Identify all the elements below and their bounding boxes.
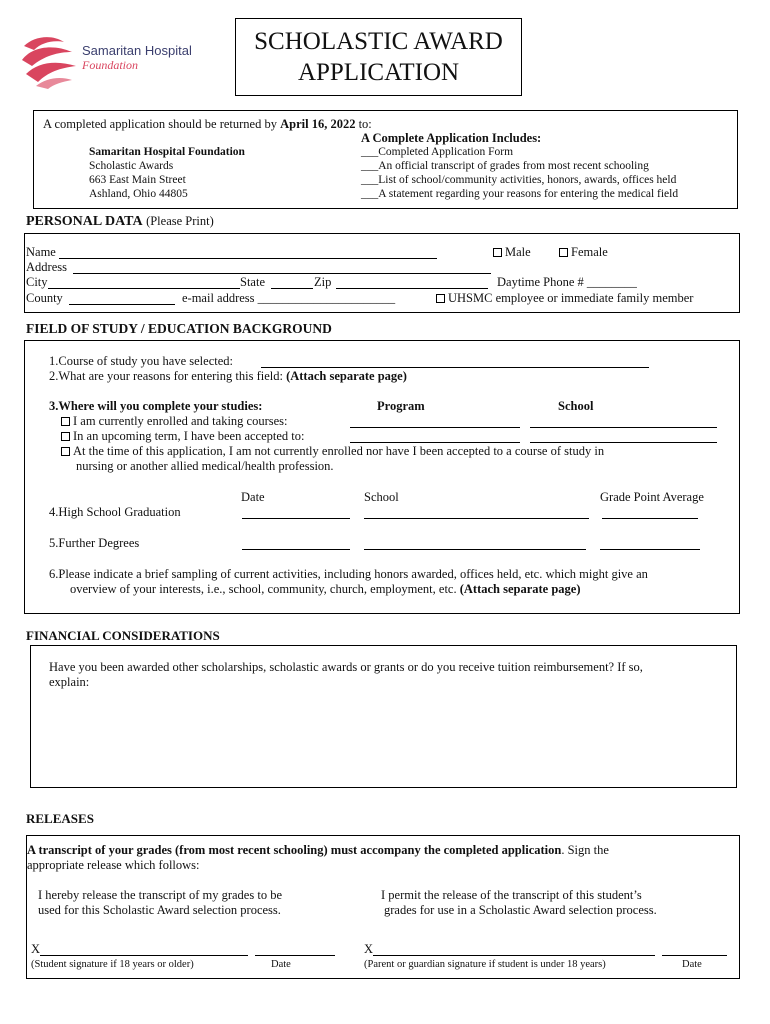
county-field[interactable] [69, 304, 175, 305]
intro-text: A completed application should be returned by April 16, 2022 to: [43, 117, 372, 131]
hs-gpa-field[interactable] [602, 518, 698, 519]
program-column-header: Program [377, 399, 425, 413]
includes-item-1: ___Completed Application Form [361, 146, 514, 158]
parent-release-line2: grades for use in a Scholastic Award selection process. [384, 903, 657, 917]
address-line-1: Samaritan Hospital Foundation [89, 146, 245, 158]
study-heading: FIELD OF STUDY / EDUCATION BACKGROUND [26, 321, 332, 336]
includes-item-3: ___List of school/community activities, honors, awards, offices held [361, 174, 677, 186]
financial-question-line1: Have you been awarded other scholarships, scholastic awards or grants or do you receive tuition reimbursement? If so, [49, 660, 643, 674]
hs-school-field[interactable] [364, 518, 589, 519]
student-date-field[interactable] [255, 955, 335, 956]
enrolled-school-field[interactable] [530, 427, 717, 428]
hs-date-field[interactable] [242, 518, 350, 519]
financial-heading: FINANCIAL CONSIDERATIONS [26, 628, 220, 643]
enrolled-program-field[interactable] [350, 427, 520, 428]
city-field[interactable] [48, 288, 240, 289]
address-line-4: Ashland, Ohio 44805 [89, 188, 188, 200]
parent-date-field[interactable] [662, 955, 727, 956]
accepted-checkbox[interactable] [61, 432, 70, 441]
q6-line2: overview of your interests, i.e., school, community, church, employment, etc. (Attach separate page) [70, 582, 581, 596]
male-checkbox[interactable] [493, 248, 502, 257]
email-label: e-mail address ______________________ [182, 291, 396, 305]
school-column-header-2: School [364, 490, 399, 504]
state-field[interactable] [271, 288, 313, 289]
releases-intro-line1: A transcript of your grades (from most recent schooling) must accompany the completed application. Sign the [27, 843, 609, 857]
zip-label: Zip [314, 275, 332, 289]
student-signature-label: (Student signature if 18 years or older) [31, 959, 194, 970]
address-line-2: Scholastic Awards [89, 160, 174, 172]
gpa-column-header: Grade Point Average [600, 490, 704, 504]
address-field[interactable] [73, 273, 491, 274]
parent-signature-x: X [364, 942, 374, 956]
degree-gpa-field[interactable] [600, 549, 700, 550]
uhsmc-option[interactable]: UHSMC employee or immediate family member [436, 292, 693, 305]
releases-intro-line2: appropriate release which follows: [27, 858, 200, 872]
q5-label: 5.Further Degrees [49, 536, 140, 550]
accepted-school-field[interactable] [530, 442, 717, 443]
accepted-program-field[interactable] [350, 442, 520, 443]
phone-field[interactable]: ________ [586, 275, 637, 289]
financial-question-line2: explain: [49, 675, 90, 689]
student-signature-x: X [31, 942, 41, 956]
title-line2: APPLICATION [297, 59, 460, 86]
includes-item-4: ___A statement regarding your reasons for entering the medical field [361, 188, 679, 200]
logo-line1: Samaritan Hospital [82, 43, 192, 58]
enrolled-checkbox[interactable] [61, 417, 70, 426]
county-label: County [26, 291, 63, 305]
deadline: April 16, 2022 [280, 117, 356, 131]
phone-label: Daytime Phone # ________ [497, 275, 637, 289]
student-release-line2: used for this Scholastic Award selection process. [38, 903, 281, 917]
email-field[interactable]: ______________________ [257, 291, 396, 305]
student-release-line1: I hereby release the transcript of my grades to be [38, 888, 282, 902]
student-signature-field[interactable] [40, 955, 248, 956]
state-label: State [240, 275, 265, 289]
male-option[interactable]: Male [493, 246, 531, 259]
uhsmc-checkbox[interactable] [436, 294, 445, 303]
ribbon-logo-icon [20, 32, 80, 90]
female-option[interactable]: Female [559, 246, 608, 259]
includes-item-2: ___An official transcript of grades from most recent schooling [361, 160, 649, 172]
female-checkbox[interactable] [559, 248, 568, 257]
not-enrolled-option[interactable]: At the time of this application, I am not currently enrolled nor have I been accepted to a course of study in [61, 445, 604, 458]
intro-box [33, 110, 738, 209]
parent-release-line1: I permit the release of the transcript of this student’s [381, 888, 642, 902]
name-field[interactable] [59, 258, 437, 259]
accepted-option[interactable]: In an upcoming term, I have been accepted to: [61, 430, 305, 443]
degree-date-field[interactable] [242, 549, 350, 550]
date-column-header: Date [241, 490, 265, 504]
includes-title: A Complete Application Includes: [361, 131, 542, 145]
city-label: City [26, 275, 48, 289]
study-box [24, 340, 740, 614]
q6-line1: 6.Please indicate a brief sampling of current activities, including honors awarded, offices held, etc. which might give an [49, 567, 648, 581]
enrolled-option[interactable]: I am currently enrolled and taking courses: [61, 415, 288, 428]
address-label: Address [26, 260, 67, 274]
title-line1: SCHOLASTIC AWARD [254, 28, 503, 55]
q2-label: 2.What are your reasons for entering this field: (Attach separate page) [49, 369, 407, 383]
parent-signature-field[interactable] [373, 955, 655, 956]
degree-school-field[interactable] [364, 549, 586, 550]
q1-label: 1.Course of study you have selected: [49, 354, 233, 368]
foundation-logo [20, 32, 220, 90]
personal-data-box [24, 233, 740, 313]
title-box [235, 18, 522, 96]
zip-field[interactable] [336, 288, 488, 289]
logo-line2: Foundation [82, 58, 138, 72]
financial-box[interactable] [30, 645, 737, 788]
q4-label: 4.High School Graduation [49, 505, 181, 519]
student-date-label: Date [271, 959, 291, 970]
parent-date-label: Date [682, 959, 702, 970]
q3-label: 3.Where will you complete your studies: [49, 399, 263, 413]
name-label: Name [26, 245, 56, 259]
releases-box [26, 835, 740, 979]
not-enrolled-checkbox[interactable] [61, 447, 70, 456]
not-enrolled-line2: nursing or another allied medical/health profession. [76, 459, 334, 473]
address-line-3: 663 East Main Street [89, 174, 186, 186]
releases-heading: RELEASES [26, 811, 94, 826]
course-field[interactable] [261, 367, 649, 368]
parent-signature-label: (Parent or guardian signature if student is under 18 years) [364, 959, 606, 970]
school-column-header: School [558, 399, 594, 413]
personal-data-heading: PERSONAL DATA (Please Print) [26, 214, 214, 229]
